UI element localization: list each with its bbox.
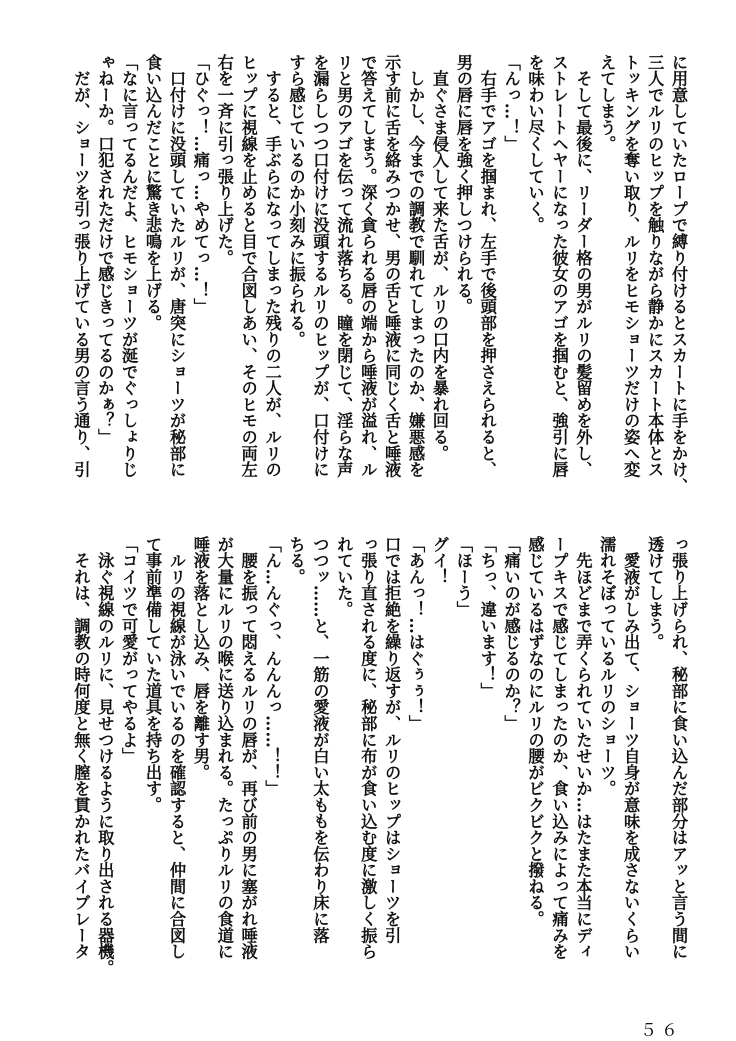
text-column: ープキスで感じてしまったのか、食い込みによって痛みを: [549, 536, 569, 960]
text-column: 「なに言ってるんだよ、ヒモショーツが涎でぐっしょりじ: [119, 54, 139, 478]
page-number: ５６: [640, 1021, 682, 1041]
text-column: 腰を振って悶えるルリの唇が、再び前の男に塞がれ唾液: [238, 536, 258, 960]
text-column: それは、調教の時何度と無く膣を貫かれたバイブレータ: [71, 536, 91, 960]
text-column: つつッ……と、一筋の愛液が白い太ももを伝わり床に落: [310, 536, 330, 944]
text-column: て事前準備していた道具を持ち出す。: [143, 536, 163, 813]
text-column: 右を一斉に引っ張り上げた。: [214, 54, 234, 266]
text-column: ちる。: [286, 536, 306, 585]
text-column: 右手でアゴを掴まれ、左手で後頭部を押さえられると、: [477, 54, 497, 478]
text-column: で答えてしまう。深く貪られる唇の端から唾液が溢れ、ル: [358, 54, 378, 478]
text-column: 「あんっ！…はぐぅぅ！」: [406, 536, 426, 732]
text-column: 先ほどまで弄くられていたせいか…はたまた本当にディ: [573, 536, 593, 960]
text-column: 唾液を落とし込み、唇を離す男。: [190, 536, 210, 781]
text-column: 「ちっ、違います！」: [477, 536, 497, 699]
text-column: れていた。: [334, 536, 354, 618]
text-column: っ張り上げられ、秘部に食い込んだ部分はアッと言う間に: [669, 536, 688, 960]
text-column: ストレートヘヤーになった彼女のアゴを掴むと、強引に唇: [549, 54, 569, 478]
text-column: 「コイツで可愛がってやるよ」: [119, 536, 139, 765]
text-column: に用意していたロープで縛り付けるとスカートに手をかけ、: [669, 54, 688, 494]
top-text-block: [68, 54, 690, 504]
text-column: 男の唇に唇を強く押しつけられる。: [453, 54, 473, 315]
text-column: ヒップに視線を止めると目で合図しあい、そのヒモの両左: [238, 54, 258, 478]
text-column: 食い込んだことに驚き悲鳴を上げる。: [143, 54, 163, 331]
text-column: 泳ぐ視線のルリに、見せつけるように取り出される器機。: [95, 536, 115, 976]
text-column: 「痛いのが感じるのか？」: [501, 536, 521, 732]
text-column: すると、手ぶらになってしまった残りの二人が、ルリの: [262, 54, 282, 478]
bottom-text-block: [68, 536, 690, 976]
text-column: 「ん…んぐっ、んんんっ……！！」: [262, 536, 282, 797]
text-column: そして最後に、リーダー格の男がルリの髪留めを外し、: [573, 54, 593, 478]
text-column: ルリの視線が泳いでいるのを確認すると、仲間に合図し: [166, 536, 186, 960]
text-column: 口付けに没頭していたルリが、唐突にショーツが秘部に: [166, 54, 186, 478]
text-column: 透けてしまう。: [645, 536, 665, 651]
text-column: 「ひぐっ！…痛っ…やめてっ…！」: [190, 54, 210, 315]
text-column: 感じているはずなのにルリの腰がビクビクと撥ねる。: [525, 536, 545, 927]
text-column: 三人でルリのヒップを触りながら静かにスカート本体とス: [645, 54, 665, 478]
text-column: 口では拒絶を繰り返すが、ルリのヒップはショーツを引: [382, 536, 402, 944]
text-column: を漏らしつつ口付けに没頭するルリのヒップが、口付けに: [310, 54, 330, 478]
text-column: しかし、今までの調教で馴れてしまったのか、嫌悪感を: [406, 54, 426, 478]
text-column: 「ほーう」: [453, 536, 473, 618]
text-column: リと男のアゴを伝って流れ落ちる。瞳を閉じて、淫らな声: [334, 54, 354, 478]
text-column: 「んっ…！」: [501, 54, 521, 152]
text-column: 直ぐさま侵入して来た舌が、ルリの口内を暴れ回る。: [429, 54, 449, 462]
text-column: 濡れそぼっているルリのショーツ。: [597, 536, 617, 797]
text-column: っ張り直される度に、秘部に布が食い込む度に激しく振ら: [358, 536, 378, 960]
text-column: グイ！: [429, 536, 449, 585]
text-column: 愛液がしみ出て、ショーツ自身が意味を成さないくらい: [621, 536, 641, 960]
text-column: ゃねーか。口犯されただけで感じきってるのかぁ？」: [95, 54, 115, 445]
text-column: が大量にルリの喉に送り込まれる。たっぷりルリの食道に: [214, 536, 234, 960]
text-column: すら感じているのか小刻みに振られる。: [286, 54, 306, 348]
text-column: を味わい尽くしていく。: [525, 54, 545, 234]
text-column: 示す前に舌を絡みつかせ、男の舌と唾液に同じく舌と唾液: [382, 54, 402, 478]
text-column: えてしまう。: [597, 54, 617, 152]
text-column: トッキングを奪い取り、ルリをヒモショーツだけの姿へ変: [621, 54, 641, 478]
text-column: だが、ショーツを引っ張り上げている男の言う通り、引: [71, 54, 91, 478]
